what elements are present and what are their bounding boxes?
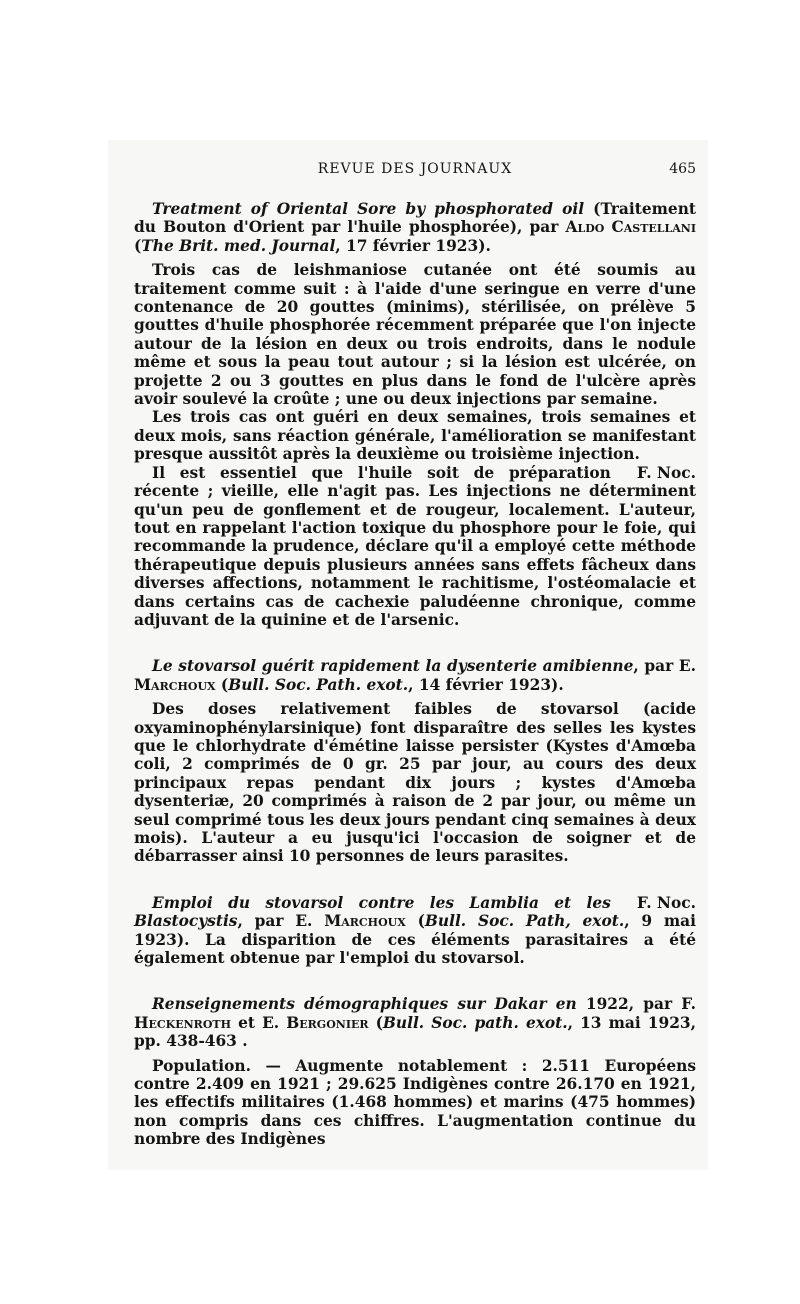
article-reference: [134, 995, 696, 1050]
page-number: 465: [669, 161, 696, 177]
article-reference: [134, 200, 696, 255]
article-paragraph: [134, 464, 696, 630]
article-author: E. Marchoux: [134, 657, 696, 694]
article-paragraph: Trois cas de leishmaniose cutanée ont été soumis au traitement comme suit : à l'aide d'une seringue en verre d'une contenance de 20 gouttes (minims), stérilisée, on prélève 5 gouttes d'huile phosphorée récemment préparée que l'on injecte autour de la lésion en deux ou trois endroits, dans le nodule même et sous la peau tout autour ; si la lésion est ulcérée, on projette 2 ou 3 gouttes en plus dans le fond de l'ulcère après avoir soulevé la croûte ; une ou deux injections par semaine.: [134, 261, 696, 409]
reference-text: , 17 février 1923).: [335, 236, 491, 255]
paragraph-text: Il est essentiel que l'huile soit de préparation récente ; vieille, elle n'agit pas. Les injections ne déterminent qu'un peu de gonflement et de rougeur, localement. L'auteur, tout en rappelant l'action toxique du phosphore pour le foie, qui recommande la prudence, déclare qu'il a employé cette méthode thérapeutique depuis plusieurs années sans effets fâcheux dans diverses affections, notamment le rachitisme, l'ostéomalacie et dans certains cas de cachexie paludéenne chronique, comme adjuvant de la quinine et de l'arsenic.: [134, 463, 696, 629]
article-paragraph: Les trois cas ont guéri en deux semaines, trois semaines et deux mois, sans réaction générale, l'amélioration se manifestant presque aussitôt après la deuxième ou troisième injection.: [134, 408, 696, 464]
running-title: REVUE DES JOURNAUX: [317, 161, 513, 177]
article-title: Treatment of Oriental Sore by phosphorated oil: [152, 200, 585, 218]
reference-text: , 9 mai 1923). La disparition de ces éléments parasitaires a été également obtenue par l'emploi du stovarsol.: [134, 912, 697, 968]
article-title: Le stovarsol guérit rapidement la dysenterie amibienne: [152, 657, 634, 676]
article-author-2: Bergonier: [286, 1013, 369, 1032]
running-head: [134, 160, 696, 182]
article-author: E. Marchoux: [295, 912, 406, 931]
reference-text: (: [368, 1013, 383, 1032]
reference-text: 1922, par F.: [576, 995, 696, 1014]
journal-name: Bull. Soc. Path. exot.: [228, 675, 409, 694]
signature: F. Noc.: [636, 463, 696, 482]
article-paragraph: Des doses relativement faibles de stovarsol (acide oxyaminophénylarsinique) font disparaître des selles les kystes que le chlorhydrate d'émétine laisse persister (Kystes d'Amœba coli, 2 comprimés de 0 gr. 25 par jour, au cours des deux principaux repas pendant dix jours ; kystes d'Amœba dysenteriæ, 20 comprimés à raison de 2 par jour, ou même un seul comprimé tous les deux jours pendant cinq semaines à deux mois). L'auteur a eu jusqu'ici l'occasion de soigner et de débarrasser ainsi 10 personnes de leurs parasites.: [134, 700, 696, 866]
article-title: Emploi du stovarsol contre les Lamblia et les Blastocystis: [134, 893, 611, 931]
page-column: [134, 160, 696, 1149]
reference-text: (: [215, 675, 229, 694]
reference-text: , 13 mai 1923, pp. 438-463 .: [134, 1013, 696, 1051]
journal-name: Bull. Soc. Path, exot.: [424, 912, 625, 931]
article-paragraph: Population. — Augmente notablement : 2.511 Européens contre 2.409 en 1921 ; 29.625 Indigènes contre 26.170 en 1921, les effectifs militaires (1.468 hommes) et marins (475 hommes) non compris dans ces chiffres. L'augmentation continue du nombre des Indigènes: [134, 1056, 696, 1149]
article-reference: [134, 894, 696, 968]
article-dakar-demography: [134, 995, 696, 1148]
reference-text: (: [134, 236, 142, 255]
article-oriental-sore: [134, 200, 696, 629]
article-author: Heckenroth: [134, 1013, 231, 1032]
signature: F. Noc.: [636, 893, 696, 912]
reference-text: (Traitement du Bouton d'Orient par l'huile phosphorée), par: [134, 200, 696, 237]
article-title: Renseignements démographiques sur Dakar en: [152, 995, 577, 1014]
article-stovarsol-dysentery: [134, 657, 696, 865]
journal-name: The Brit. med. Journal: [141, 236, 336, 255]
article-stovarsol-lamblia: [134, 894, 696, 968]
reference-text: , 14 février 1923).: [408, 675, 564, 694]
reference-text: , par: [633, 657, 679, 676]
reference-text: , par: [237, 912, 296, 931]
article-author: Aldo Castellani: [565, 218, 697, 237]
journal-name: Bull. Soc. path. exot.: [382, 1013, 568, 1032]
reference-text: et E.: [230, 1013, 287, 1032]
reference-text: (: [405, 912, 425, 931]
article-reference: [134, 657, 696, 694]
